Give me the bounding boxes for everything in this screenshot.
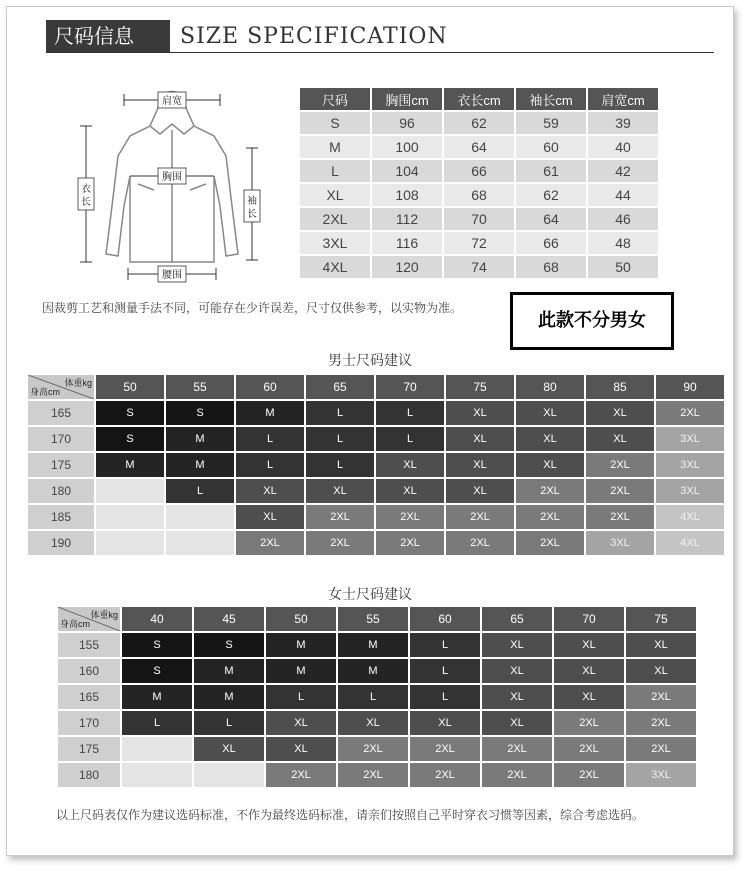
men-size-cell: XL: [516, 427, 584, 451]
women-row: [58, 659, 696, 683]
women-size-cell: S: [122, 659, 192, 683]
men-size-cell: S: [166, 401, 234, 425]
women-corner-cell: [58, 607, 120, 631]
women-size-cell: 2XL: [410, 763, 480, 787]
women-size-cell: 2XL: [554, 711, 624, 735]
women-size-cell: XL: [410, 711, 480, 735]
women-height-cell: 155: [58, 633, 120, 657]
men-size-cell: [96, 479, 164, 503]
women-size-title: 女士尺码建议: [328, 587, 412, 603]
men-size-cell: L: [376, 401, 444, 425]
spec-cell: 64: [444, 136, 514, 158]
spec-cell: 61: [516, 160, 586, 182]
women-size-cell: 2XL: [266, 763, 336, 787]
men-row: [28, 505, 724, 529]
length-label-1: 衣: [81, 184, 91, 195]
men-height-cell: 185: [28, 505, 94, 529]
women-size-cell: M: [338, 633, 408, 657]
men-size-cell: 3XL: [656, 479, 724, 503]
women-weight-header: 65: [482, 607, 552, 631]
men-size-cell: [166, 531, 234, 555]
women-weight-label: 体重kg: [90, 610, 118, 620]
spec-cell: 72: [444, 232, 514, 254]
spec-header-cell: 肩宽cm: [588, 88, 658, 110]
women-size-cell: L: [410, 633, 480, 657]
men-corner-cell: [28, 375, 94, 399]
spec-header-cell: 衣长cm: [444, 88, 514, 110]
women-weight-header: 50: [266, 607, 336, 631]
men-size-cell: L: [236, 453, 304, 477]
women-size-cell: XL: [482, 711, 552, 735]
men-size-cell: 2XL: [306, 505, 374, 529]
women-size-cell: [194, 763, 264, 787]
women-size-table: [56, 605, 698, 789]
women-size-cell: L: [194, 711, 264, 735]
women-weight-header: 45: [194, 607, 264, 631]
women-size-cell: 2XL: [626, 711, 696, 735]
women-row: [58, 711, 696, 735]
men-size-cell: 2XL: [586, 453, 654, 477]
men-size-cell: XL: [446, 453, 514, 477]
women-size-cell: 2XL: [554, 737, 624, 761]
men-weight-header: 70: [376, 375, 444, 399]
spec-cell: 59: [516, 112, 586, 134]
unisex-badge: 此款不分男女: [510, 292, 674, 350]
men-size-cell: 2XL: [236, 531, 304, 555]
spec-header-row: [300, 88, 658, 110]
spec-cell: 4XL: [300, 256, 370, 278]
women-weight-header: 70: [554, 607, 624, 631]
women-size-cell: XL: [194, 737, 264, 761]
men-size-cell: XL: [586, 427, 654, 451]
women-size-cell: [122, 737, 192, 761]
men-size-cell: XL: [516, 453, 584, 477]
chest-label: 胸围: [162, 172, 182, 183]
spec-cell: 2XL: [300, 208, 370, 230]
men-weight-header: 50: [96, 375, 164, 399]
spec-cell: 74: [444, 256, 514, 278]
women-size-cell: XL: [266, 737, 336, 761]
men-size-cell: 2XL: [376, 531, 444, 555]
men-size-cell: [96, 505, 164, 529]
men-size-cell: L: [236, 427, 304, 451]
header-divider: [46, 52, 714, 53]
men-height-cell: 170: [28, 427, 94, 451]
spec-cell: 44: [588, 184, 658, 206]
spec-cell: 116: [372, 232, 442, 254]
women-size-cell: L: [338, 685, 408, 709]
women-size-cell: XL: [482, 633, 552, 657]
women-size-cell: XL: [482, 659, 552, 683]
women-row: [58, 763, 696, 787]
women-height-cell: 165: [58, 685, 120, 709]
spec-cell: 66: [516, 232, 586, 254]
spec-row: [300, 208, 658, 230]
men-row: [28, 531, 724, 555]
men-size-cell: 3XL: [656, 427, 724, 451]
men-size-cell: XL: [376, 453, 444, 477]
women-weight-header: 55: [338, 607, 408, 631]
spec-cell: 62: [444, 112, 514, 134]
women-size-cell: 2XL: [554, 763, 624, 787]
men-size-cell: 2XL: [376, 505, 444, 529]
women-size-cell: L: [266, 685, 336, 709]
women-height-label: 身高cm: [60, 619, 90, 629]
men-size-cell: 4XL: [656, 505, 724, 529]
spec-cell: L: [300, 160, 370, 182]
men-size-cell: L: [376, 427, 444, 451]
men-header-row: [28, 375, 724, 399]
men-height-label: 身高cm: [30, 387, 60, 397]
men-size-cell: 2XL: [586, 505, 654, 529]
men-size-cell: 2XL: [516, 531, 584, 555]
women-size-cell: 2XL: [410, 737, 480, 761]
women-size-cell: L: [410, 685, 480, 709]
women-height-cell: 180: [58, 763, 120, 787]
men-size-cell: XL: [376, 479, 444, 503]
men-size-cell: L: [306, 427, 374, 451]
spec-cell: M: [300, 136, 370, 158]
men-size-cell: S: [96, 427, 164, 451]
women-size-cell: 2XL: [338, 763, 408, 787]
men-size-title: 男士尺码建议: [328, 353, 412, 369]
men-size-cell: XL: [306, 479, 374, 503]
men-row: [28, 401, 724, 425]
spec-cell: 39: [588, 112, 658, 134]
men-size-cell: XL: [236, 479, 304, 503]
spec-cell: 42: [588, 160, 658, 182]
women-row: [58, 737, 696, 761]
women-row: [58, 685, 696, 709]
spec-cell: 70: [444, 208, 514, 230]
spec-header-cell: 袖长cm: [516, 88, 586, 110]
men-size-cell: 2XL: [446, 531, 514, 555]
women-row: [58, 633, 696, 657]
spec-cell: 46: [588, 208, 658, 230]
women-size-cell: M: [194, 685, 264, 709]
men-size-cell: 2XL: [656, 401, 724, 425]
sleeve-label-1: 袖: [247, 196, 257, 207]
spec-header-cell: 尺码: [300, 88, 370, 110]
men-size-cell: XL: [446, 479, 514, 503]
women-weight-header: 40: [122, 607, 192, 631]
women-height-cell: 170: [58, 711, 120, 735]
men-size-cell: M: [96, 453, 164, 477]
men-size-cell: L: [166, 479, 234, 503]
men-height-cell: 175: [28, 453, 94, 477]
men-weight-header: 55: [166, 375, 234, 399]
men-size-table: [26, 373, 726, 557]
men-size-cell: XL: [236, 505, 304, 529]
men-row: [28, 479, 724, 503]
women-header-row: [58, 607, 696, 631]
men-size-cell: 2XL: [516, 505, 584, 529]
spec-cell: 48: [588, 232, 658, 254]
spec-cell: 60: [516, 136, 586, 158]
men-row: [28, 427, 724, 451]
women-size-cell: 2XL: [626, 737, 696, 761]
women-size-cell: S: [122, 633, 192, 657]
women-weight-header: 75: [626, 607, 696, 631]
men-size-cell: 2XL: [306, 531, 374, 555]
spec-cell: S: [300, 112, 370, 134]
men-size-cell: M: [166, 453, 234, 477]
spec-cell: 100: [372, 136, 442, 158]
section-label: 尺码信息: [46, 20, 170, 52]
shoulder-label: 肩宽: [162, 96, 182, 107]
spec-cell: 62: [516, 184, 586, 206]
men-size-cell: 3XL: [586, 531, 654, 555]
spec-cell: 68: [516, 256, 586, 278]
men-size-cell: 2XL: [516, 479, 584, 503]
spec-cell: 68: [444, 184, 514, 206]
women-size-cell: M: [266, 659, 336, 683]
spec-cell: 96: [372, 112, 442, 134]
jacket-measurement-diagram: [72, 86, 272, 286]
men-height-cell: 165: [28, 401, 94, 425]
men-size-cell: XL: [586, 401, 654, 425]
women-size-cell: M: [338, 659, 408, 683]
size-spec-table: [298, 86, 660, 280]
men-row: [28, 453, 724, 477]
women-size-cell: 2XL: [626, 685, 696, 709]
spec-row: [300, 232, 658, 254]
length-label-2: 长: [81, 197, 91, 208]
women-size-cell: L: [410, 659, 480, 683]
women-size-cell: XL: [266, 711, 336, 735]
spec-cell: 108: [372, 184, 442, 206]
women-size-cell: XL: [338, 711, 408, 735]
spec-header-cell: 胸围cm: [372, 88, 442, 110]
spec-cell: 50: [588, 256, 658, 278]
men-size-cell: L: [306, 453, 374, 477]
women-size-cell: L: [122, 711, 192, 735]
women-size-cell: XL: [482, 685, 552, 709]
women-size-cell: M: [122, 685, 192, 709]
men-weight-header: 65: [306, 375, 374, 399]
waist-label: 腰围: [162, 270, 182, 281]
women-size-cell: M: [266, 633, 336, 657]
women-size-cell: [122, 763, 192, 787]
spec-row: [300, 160, 658, 182]
men-size-cell: [166, 505, 234, 529]
section-title-english: SIZE SPECIFICATION: [180, 24, 448, 49]
men-weight-header: 60: [236, 375, 304, 399]
spec-cell: 104: [372, 160, 442, 182]
spec-cell: XL: [300, 184, 370, 206]
women-size-cell: XL: [554, 633, 624, 657]
men-size-cell: S: [96, 401, 164, 425]
men-weight-label: 体重kg: [64, 378, 92, 388]
women-size-cell: 2XL: [482, 737, 552, 761]
men-weight-header: 85: [586, 375, 654, 399]
men-size-cell: 3XL: [656, 453, 724, 477]
men-size-cell: 2XL: [446, 505, 514, 529]
spec-row: [300, 256, 658, 278]
women-size-cell: XL: [554, 685, 624, 709]
spec-cell: 66: [444, 160, 514, 182]
sleeve-label-2: 长: [247, 209, 257, 220]
women-size-cell: 3XL: [626, 763, 696, 787]
men-weight-header: 80: [516, 375, 584, 399]
men-size-cell: XL: [516, 401, 584, 425]
men-height-cell: 190: [28, 531, 94, 555]
men-size-cell: 4XL: [656, 531, 724, 555]
spec-cell: 3XL: [300, 232, 370, 254]
women-size-cell: XL: [554, 659, 624, 683]
men-size-cell: 2XL: [586, 479, 654, 503]
men-size-cell: [96, 531, 164, 555]
men-size-cell: XL: [446, 401, 514, 425]
spec-row: [300, 112, 658, 134]
women-size-cell: XL: [626, 633, 696, 657]
men-size-cell: XL: [446, 427, 514, 451]
spec-cell: 120: [372, 256, 442, 278]
women-size-cell: S: [194, 633, 264, 657]
women-size-cell: M: [194, 659, 264, 683]
women-weight-header: 60: [410, 607, 480, 631]
spec-cell: 64: [516, 208, 586, 230]
spec-row: [300, 136, 658, 158]
spec-row: [300, 184, 658, 206]
spec-cell: 112: [372, 208, 442, 230]
men-size-cell: L: [306, 401, 374, 425]
women-height-cell: 175: [58, 737, 120, 761]
men-size-cell: M: [166, 427, 234, 451]
measurement-note: 因裁剪工艺和测量手法不同，可能存在少许误差，尺寸仅供参考，以实物为准。: [42, 301, 463, 315]
men-weight-header: 75: [446, 375, 514, 399]
women-size-cell: 2XL: [482, 763, 552, 787]
men-height-cell: 180: [28, 479, 94, 503]
women-size-cell: 2XL: [338, 737, 408, 761]
women-size-cell: XL: [626, 659, 696, 683]
women-height-cell: 160: [58, 659, 120, 683]
men-size-cell: M: [236, 401, 304, 425]
spec-cell: 40: [588, 136, 658, 158]
footer-note: 以上尺码表仅作为建议选码标准，不作为最终选码标准，请亲们按照自己平时穿衣习惯等因素，综合考虑选码。: [56, 808, 645, 822]
men-weight-header: 90: [656, 375, 724, 399]
